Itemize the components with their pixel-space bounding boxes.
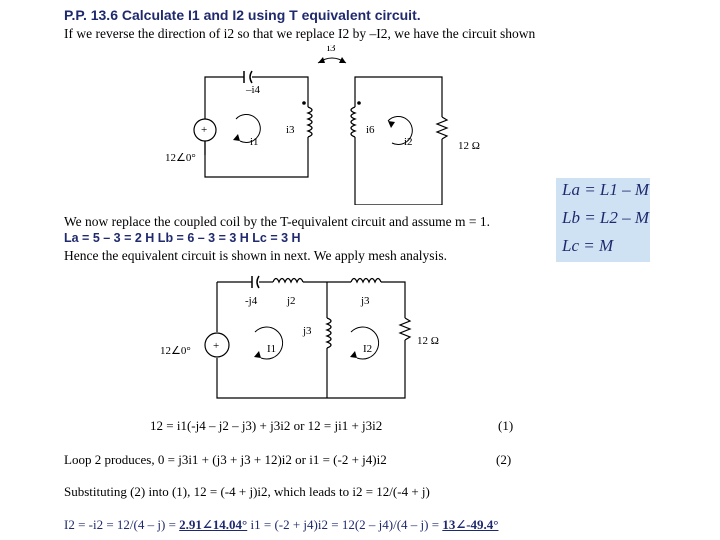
- right-coil-label: i6: [366, 124, 375, 136]
- final-part-2: i1 = (-2 + j4)i2 = 12(2 – j4)/(4 – j) =: [247, 517, 443, 532]
- lb-label: j3: [361, 295, 370, 307]
- lc-formula: Lc = M: [562, 236, 614, 255]
- inductance-values: La = 5 – 3 = 2 H Lb = 6 – 3 = 3 H Lc = 3 H: [64, 231, 301, 245]
- final-result: [64, 517, 498, 533]
- left-coil: [308, 107, 312, 137]
- lb-formula: Lb = L2 – M: [562, 208, 650, 227]
- svg-text:+: +: [213, 340, 220, 352]
- resistor-label-1: 12 Ω: [458, 140, 480, 152]
- equation-3: Substituting (2) into (1), 12 = (-4 + j)i2, which leads to i2 = 12/(-4 + j): [64, 484, 430, 499]
- coil-la: [273, 279, 303, 283]
- cap-label-2: -j4: [245, 295, 258, 307]
- svg-text:+: +: [201, 124, 208, 136]
- result-I2: 2.91∠14.04°: [179, 517, 248, 532]
- equation-1-number: (1): [498, 418, 514, 433]
- coil-lc: [327, 318, 331, 348]
- mesh-label-4: I2: [363, 343, 373, 355]
- right-coil: [351, 107, 355, 137]
- left-coil-label: i3: [286, 124, 295, 136]
- cap-label-1: –i4: [246, 84, 261, 96]
- replace-text: We now replace the coupled coil by the T-equivalent circuit and assume m = 1.: [64, 214, 491, 229]
- source-label-2: 12∠0°: [160, 345, 191, 357]
- mesh-label-2: i2: [404, 136, 413, 148]
- circuit-1-diagram: [160, 45, 500, 205]
- equation-2: Loop 2 produces, 0 = j3i1 + (j3 + j3 + 12)i2 or i1 = (-2 + j4)i2: [64, 452, 387, 467]
- resistor-1: [437, 117, 447, 139]
- mesh-label-3: I1: [267, 343, 277, 355]
- coil-lb: [351, 279, 381, 283]
- t-equivalent-box: [556, 178, 650, 262]
- mutual-label: i3: [327, 45, 336, 54]
- equation-2-number: (2): [496, 452, 512, 467]
- resistor-2: [400, 318, 410, 340]
- resistor-label-2: 12 Ω: [417, 335, 439, 347]
- mesh-analysis-text: Hence the equivalent circuit is shown in next. We apply mesh analysis.: [64, 248, 447, 263]
- equation-1: 12 = i1(-j4 – j2 – j3) + j3i2 or 12 = ji1 + j3i2: [150, 418, 383, 433]
- result-i1: 13∠-49.4°: [442, 517, 499, 532]
- intro-text: If we reverse the direction of i2 so that we replace I2 by –I2, we have the circuit shown: [64, 26, 536, 41]
- circuit-2-diagram: [155, 268, 455, 413]
- source-label-1: 12∠0°: [165, 152, 196, 164]
- final-part-1: I2 = -i2 = 12/(4 – j) =: [64, 517, 180, 532]
- mesh-label-1: i1: [250, 136, 259, 148]
- lc-label: j3: [303, 325, 312, 337]
- la-formula: La = L1 – M: [562, 180, 650, 199]
- page-title: P.P. 13.6 Calculate I1 and I2 using T equivalent circuit.: [64, 7, 421, 23]
- la-label: j2: [287, 295, 296, 307]
